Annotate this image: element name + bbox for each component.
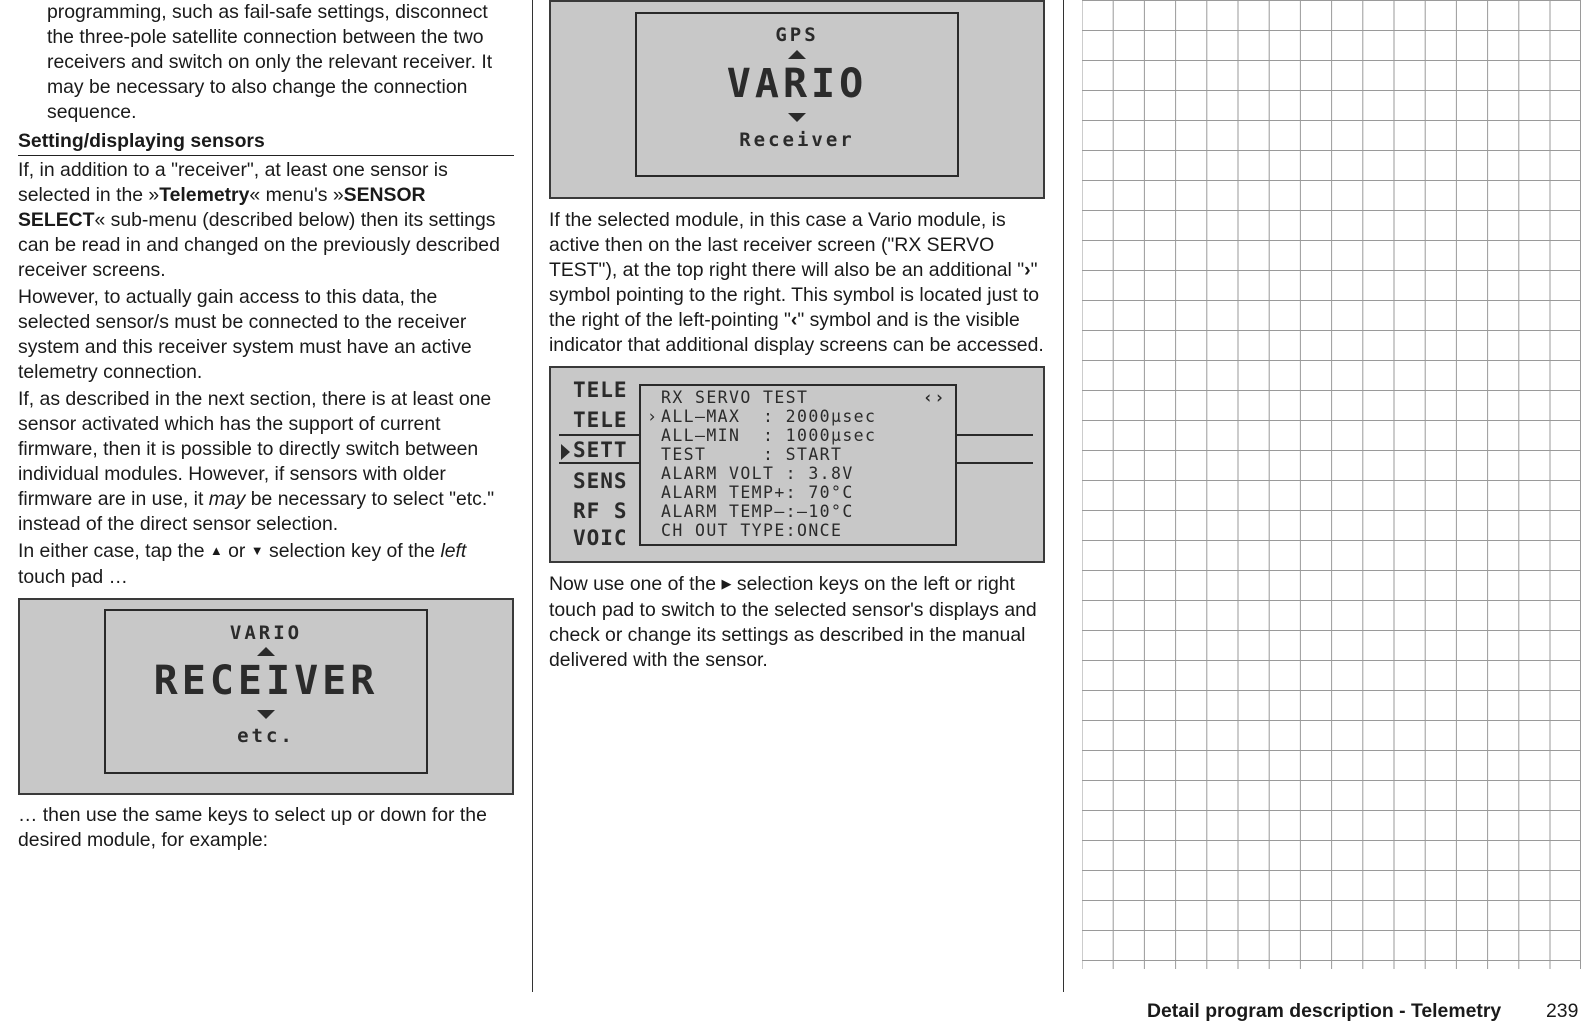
notes-grid <box>1082 0 1581 969</box>
down-arrow-icon <box>788 113 806 122</box>
footer-title: Detail program description - Telemetry <box>1147 1000 1502 1022</box>
page-number: 239 <box>1546 1000 1579 1022</box>
popup-title: RX SERVO TEST <box>661 388 809 407</box>
up-arrow-icon <box>788 50 806 59</box>
down-triangle-icon: ▼ <box>250 543 264 558</box>
popup-line-alarm-temp-minus: ALARM TEMP–:–10°C <box>661 502 854 521</box>
paragraph-sensor-select: If, in addition to a "receiver", at least one sensor is selected in the »Telemetry« menu's »SENSOR SELECT« sub-menu (described below) then its settings can be read in and changed on the previously described receiver screens. <box>18 159 500 281</box>
lcd-display <box>635 12 959 177</box>
paragraph-switch-sensor: Now use one of the ▶ selection keys on the left or right touch pad to switch to the selected sensor's displays and check or change its settings as described in the manual delivered with the sensor. <box>549 573 1037 671</box>
popup-line-alarm-temp-plus: ALARM TEMP+: 70°C <box>661 483 854 502</box>
paragraph-vario-indicator: If the selected module, in this case a Vario module, is active then on the last receiver screen ("RX SERVO TEST"), at the top right there will also be an additional "›" symbol pointing to the right. This symbol is located just to the right of the left-pointing "‹" symbol and is the visible indicator that additional display screens can be accessed. <box>549 209 1044 356</box>
down-arrow-icon <box>257 710 275 719</box>
right-chevron-icon: › <box>1024 259 1031 281</box>
rx-servo-test-popup <box>639 384 957 546</box>
menu-item-telemetry: TELE <box>573 378 628 402</box>
right-triangle-icon: ▶ <box>721 576 732 591</box>
menu-item-settings: SETT <box>573 438 628 462</box>
middle-column <box>549 0 1045 675</box>
paragraph-access: However, to actually gain access to this data, the selected sensor/s must be connected to the receiver system and this receiver system must have an active telemetry connection. <box>18 286 472 383</box>
lcd-screen-vario <box>549 0 1045 199</box>
menu-item-sensor: SENS <box>573 469 628 493</box>
selection-pointer-icon <box>561 444 570 460</box>
left-chevron-icon: ‹ <box>790 309 798 331</box>
popup-nav-chevrons-icon: ‹› <box>923 388 946 407</box>
lcd-next-module: etc. <box>237 725 295 747</box>
lcd-next-module: Receiver <box>739 129 855 151</box>
section-heading: Setting/displaying sensors <box>18 129 514 156</box>
left-column <box>18 0 514 855</box>
popup-line-test: TEST : START <box>661 445 843 464</box>
up-arrow-icon <box>257 647 275 656</box>
menu-item-voice: VOIC <box>573 526 628 550</box>
lcd-screen-receiver <box>18 598 514 795</box>
up-triangle-icon: ▲ <box>209 543 223 558</box>
menu-item-rf: RF S <box>573 499 628 523</box>
paragraph-select-module: … then use the same keys to select up or down for the desired module, for example: <box>18 804 487 851</box>
popup-line-all-max: ALL–MAX : 2000µsec <box>661 407 877 426</box>
lcd-prev-module: VARIO <box>229 622 303 644</box>
lcd-current-module: RECEIVER <box>153 658 379 704</box>
column-divider <box>532 0 533 992</box>
lcd-current-module: VARIO <box>726 61 868 107</box>
paragraph-tap-keys: In either case, tap the ▲ or ▼ selection key of the left touch pad … <box>18 540 467 588</box>
column-divider <box>1063 0 1064 992</box>
popup-line-alarm-volt: ALARM VOLT : 3.8V <box>661 464 854 483</box>
lcd-screen-telemetry <box>549 366 1045 563</box>
intro-paragraph: programming, such as fail-safe settings, disconnect the three-pole satellite connection between the two receivers and switch on only the relevant receiver. It may be necessary to also change the connection sequence. <box>47 1 493 123</box>
popup-line-all-min: ALL–MIN : 1000µsec <box>661 426 877 445</box>
popup-line-ch-out-type: CH OUT TYPE:ONCE <box>661 521 843 540</box>
popup-cursor-icon: › <box>647 407 659 426</box>
lcd-display <box>104 609 428 774</box>
paragraph-firmware: If, as described in the next section, there is at least one sensor activated which has the support of current firmware, then it is possible to directly switch between individual modules. However, if sensors with older firmware are in use, it may be necessary to select "etc." instead of the direct sensor selection. <box>18 388 495 535</box>
lcd-prev-module: GPS <box>775 24 819 46</box>
menu-item-telemetry-2: TELE <box>573 408 628 432</box>
